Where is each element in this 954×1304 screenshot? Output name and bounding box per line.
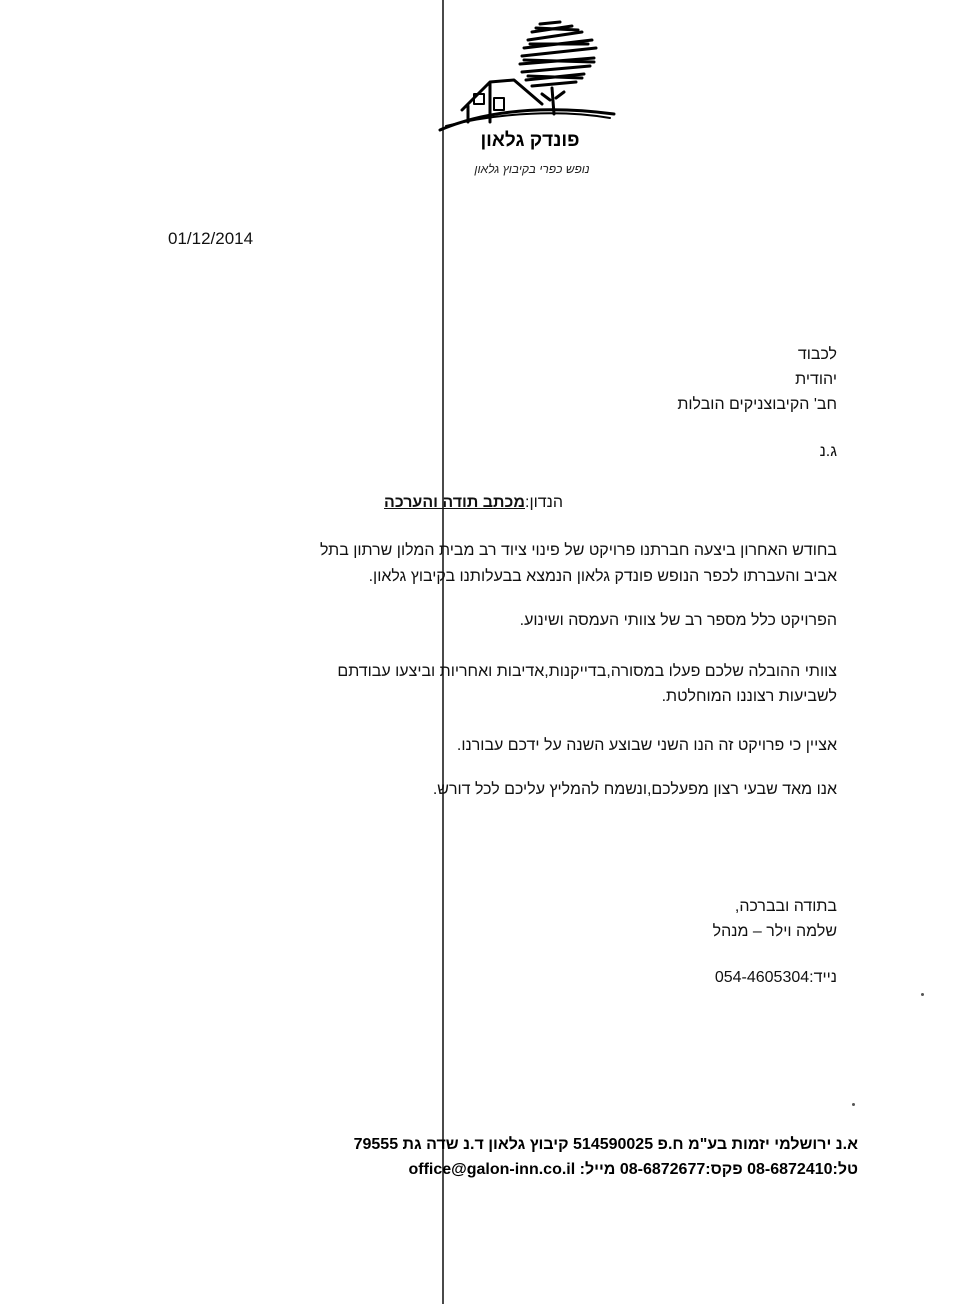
body-paragraph-1-line-2: אביב והעברתו לכפר הנופש פונדק גלאון הנמצא בבעלותנו בקיבוץ גלאון. — [368, 568, 837, 585]
closing-greeting: בתודה ובברכה, — [734, 898, 837, 915]
subject-title: מכתב תודה והערכה — [384, 494, 525, 511]
scan-speck — [852, 1103, 855, 1106]
body-paragraph-4: אציין כי פרויקט זה הנו השני שבוצע השנה על ידכם עבורנו. — [456, 737, 837, 754]
body-paragraph-2: הפרויקט כלל מספר רב של צוותי העמסה ושינוע. — [519, 612, 837, 629]
closing-signer: שלמה וילר – מנהל — [712, 923, 837, 940]
letter-date: 01/12/2014 — [168, 229, 254, 248]
scan-speck — [921, 993, 924, 996]
recipient-company: חב' הקיבוצניקים הובלות — [677, 396, 837, 413]
recipient-name: יהודית — [795, 371, 837, 388]
footer-contact-line: טל:08-6872410 פקס:08-6872677 מייל: office@galon-inn.co.il — [408, 1161, 858, 1178]
recipient-location: ג.נ — [819, 443, 837, 460]
body-paragraph-5: אנו מאד שבעי רצון מפעלכם,ונשמח להמליץ עליכם לכל דורש. — [432, 781, 837, 798]
body-paragraph-3-line-2: לשביעות רצוננו המוחלטת. — [661, 688, 837, 705]
recipient-salutation: לכבוד — [797, 346, 837, 363]
house-and-tree-icon — [432, 18, 632, 138]
letterhead-logo — [432, 18, 632, 176]
body-paragraph-1-line-1: בחודש האחרון ביצעה חברתנו פרויקט של פינוי ציוד רב מבית המלון שרתון בתל — [320, 542, 837, 559]
letterhead-tagline: נופש כפרי בקיבוץ גלאון — [474, 162, 590, 176]
footer-company-line: א.נ ירושלמי יזמות בע"מ ח.פ 514590025 קיבוץ גלאון ד.נ שדה גת 79555 — [353, 1136, 858, 1153]
phone-label: נייד: — [809, 969, 837, 986]
body-paragraph-3-line-1: צוותי ההובלה שלכם פעלו במסורה,בדייקנות,אדיבות ואחריות וביצעו עבודתם — [337, 663, 837, 680]
subject-line — [384, 494, 563, 512]
phone-number: 054-4605304 — [714, 969, 810, 986]
letterhead-name: פונדק גלאון — [480, 130, 580, 151]
closing-phone-line — [715, 969, 837, 987]
scan-fold-line — [442, 0, 444, 1304]
subject-label: הנדון: — [525, 494, 563, 511]
